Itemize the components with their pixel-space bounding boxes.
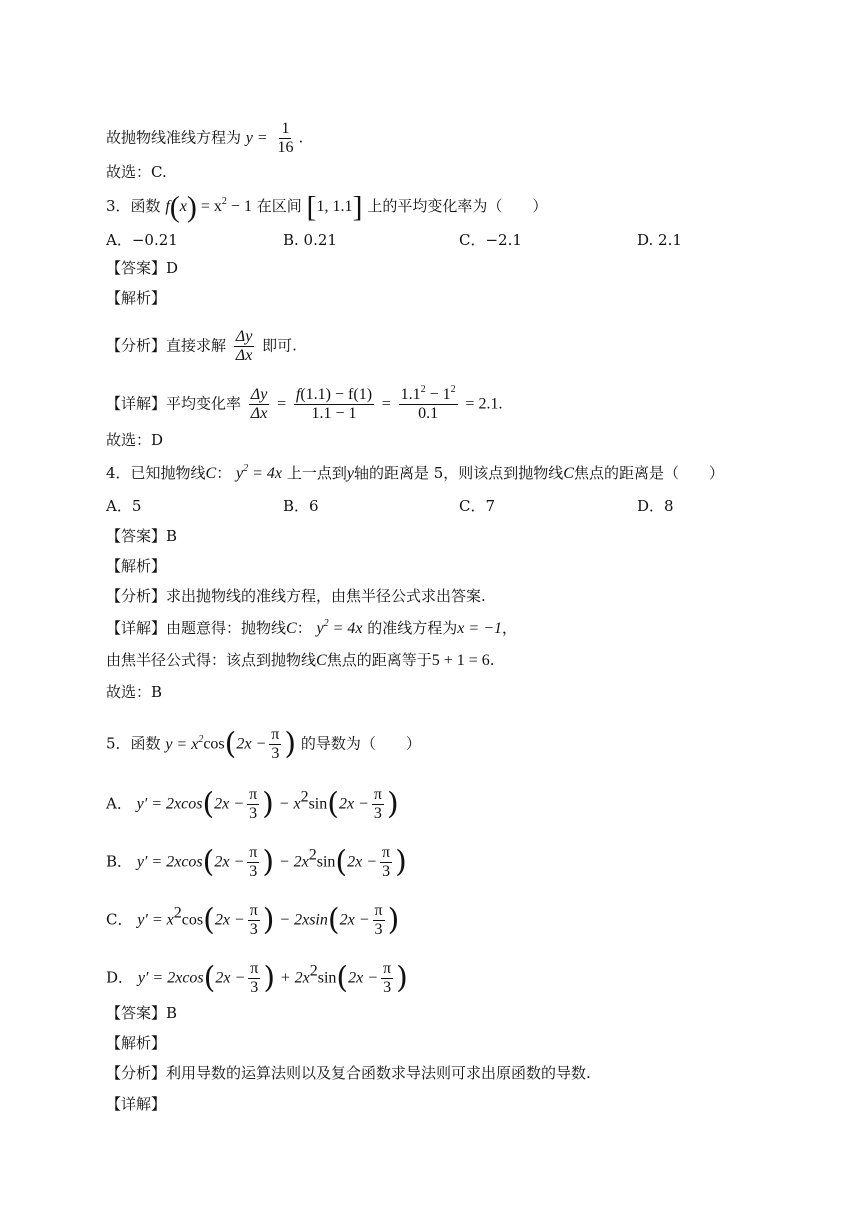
q5-option-d: D． y′ = 2xcos(2x − $\frac{\pi}{3}$ ) + $2x^2\sin(2x$ − $\frac{\pi}{3}$ ) xyxy=(106,960,408,996)
q3-option-c: C．−2.1 xyxy=(459,231,522,249)
q3-answer: 【答案】D xyxy=(106,259,179,277)
q4-detail-2: 由焦半径公式得：该点到抛物线C焦点的距离等于5 + 1 = 6. xyxy=(106,651,495,669)
q4-analysis-title: 【解析】 xyxy=(106,557,167,575)
q3-analysis-title: 【解析】 xyxy=(106,289,167,307)
q5-option-c: C． $y' = x^2\cos(2x$ − $\frac{\pi}{3}$ ) − 2xsin(2x − $\frac{\pi}{3}$ ) xyxy=(106,902,400,938)
q4-analysis: 【分析】求出抛物线的准线方程，由焦半径公式求出答案. xyxy=(106,587,486,605)
q5-analysis-title: 【解析】 xyxy=(106,1034,167,1052)
q5-answer: 【答案】B xyxy=(106,1004,178,1022)
text-line: 故抛物线准线方程为 y = $\frac{1}{16}$ . xyxy=(106,120,304,156)
q4-option-d: D．8 xyxy=(637,497,674,515)
question-5: 5．函数 $y = x^2\cos(2x$ − $\frac{\pi}{3}$ ) 的导数为（ ） xyxy=(106,726,421,762)
q3-analysis: 【分析】直接求解 $\frac{\Delta y}{\Delta x}$ 即可. xyxy=(106,328,297,364)
q4-option-b: B．6 xyxy=(283,497,319,515)
q5-option-b: B． y′ = 2xcos(2x − $\frac{\pi}{3}$ ) − $2x^2\sin(2x$ − $\frac{\pi}{3}$ ) xyxy=(106,844,407,880)
q3-select: 故选：D xyxy=(106,431,164,449)
q4-detail: 【详解】由题意得：抛物线C： $y^2 = 4x$ 的准线方程为x = −1， xyxy=(106,618,518,637)
q5-option-a: A． y′ = 2xcos(2x − $\frac{\pi}{3}$ ) − $x^2\sin(2x$ − $\frac{\pi}{3}$ ) xyxy=(106,786,399,822)
q3-detail: 【详解】平均变化率 $\frac{\Delta y}{\Delta x}$ = $\frac{f(1.1) - f(1)}{1.1 - 1}$ = $\frac{1.1^2 - 1^2}{0.1}$ = 2.1. xyxy=(106,384,503,422)
q4-select: 故选：B xyxy=(106,683,163,701)
q4-answer: 【答案】B xyxy=(106,527,178,545)
q4-option-a: A．5 xyxy=(106,497,142,515)
q3-option-d: D. 2.1 xyxy=(637,231,682,249)
q3-option-b: B. 0.21 xyxy=(283,231,337,249)
question-3: 3．函数 $f(x) = x^2 - 1$ 在区间 [1, 1.1] 上的平均变化率为（ ） xyxy=(106,190,548,224)
question-4: 4．已知抛物线C： $y^2 = 4x$ 上一点到y轴的距离是 5，则该点到抛物线C焦点的距离是（ ） xyxy=(106,463,724,482)
q4-option-c: C．7 xyxy=(459,497,496,515)
q5-analysis: 【分析】利用导数的运算法则以及复合函数求导法则可求出原函数的导数. xyxy=(106,1064,591,1082)
answer-select-line: 故选：C. xyxy=(106,163,167,181)
q3-option-a: A．−0.21 xyxy=(106,231,178,249)
q5-detail: 【详解】 xyxy=(106,1095,167,1113)
